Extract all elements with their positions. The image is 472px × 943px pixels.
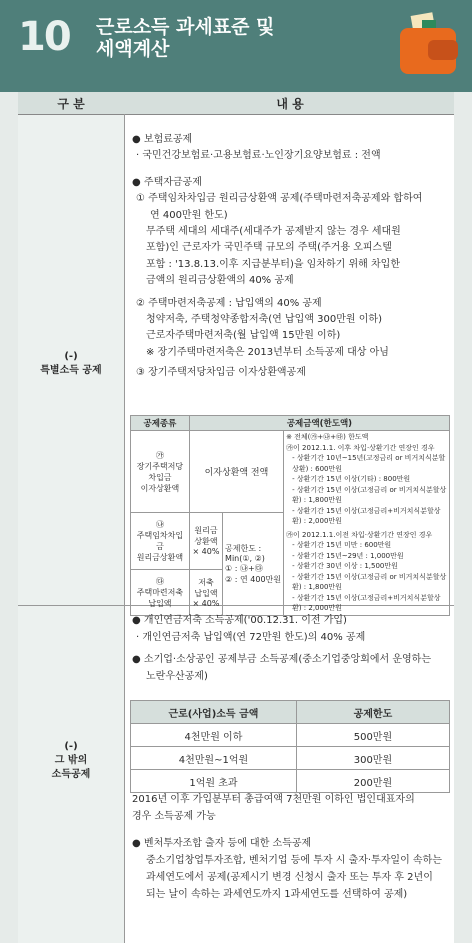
text-line: 되는 날이 속하는 과세연도까지 1과세연도를 선택하여 공제) — [146, 889, 408, 900]
text-line: · 국민건강보험료·고용보험료·노인장기요양보험료 : 전액 — [136, 150, 381, 162]
col-income: 근로(사업)소득 금액 — [131, 701, 297, 724]
header-content: 내 용 — [276, 97, 304, 111]
note-line: ㉮이 2012.1.1. 이후 차입·상환기간 연장인 경우 — [286, 443, 435, 452]
text-line: ① 주택임차차입금 원리금상환액 공제(주택마련저축공제와 합하여 — [136, 193, 423, 205]
chapter-header — [0, 0, 472, 92]
text-line: ② 주택마련저축공제 : 납입액의 40% 공제 — [136, 297, 322, 309]
note-line: - 상환기간 15년 이상(고정금리+비거치식분할상환) : 2,000만원 — [292, 506, 441, 525]
text-line: ※ 장기주택마련저축은 2013년부터 소득공제 대상 아님 — [146, 346, 389, 358]
text-line: 노란우산공제) — [146, 670, 208, 682]
text-line: 포함 : '13.8.13.이후 지급분부터)을 임차하기 위해 차입한 — [146, 258, 400, 270]
note-line: - 상환기간 15년 미만 : 600만원 — [292, 541, 392, 549]
note-line: ※ 전체(㉮+㉯+㉰) 한도액 — [286, 433, 369, 441]
text-line: 금액의 원리금상환액의 40% 공제 — [146, 275, 294, 287]
amount-na: 원리금 상환액 × 40% — [189, 513, 222, 570]
text-line: ● 주택자금공제 — [132, 176, 202, 188]
small-business-deduction-table — [130, 700, 450, 793]
table-row: 4천만원 이하 — [131, 724, 297, 747]
chapter-title — [96, 16, 274, 60]
text-line: 포함)인 근로자가 국민주택 규모의 주택(주거용 오피스텔 — [146, 242, 392, 254]
type-na: ㉯ 주택임차차입금 원리금상환액 — [131, 513, 190, 570]
note-line: - 상환기간 30년 이상 : 1,500만원 — [292, 562, 398, 570]
text-line: ③ 장기주택저당차입금 이자상환액공제 — [136, 367, 306, 379]
wallet-icon — [400, 14, 456, 74]
chapter-number: 10 — [18, 14, 70, 60]
combined-limit: 공제한도 : Min(①, ②) ① : ㉯+㉰ ② : 연 400만원 — [223, 513, 284, 616]
note-line: ㉮이 2012.1.1.이전 차입·상환기간 연장인 경우 — [286, 530, 433, 539]
text-line: 청약저축, 주택청약종합저축(연 납입액 300만원 이하) — [146, 314, 382, 325]
note-line: - 상환기간 15년 이상(기타) : 800만원 — [292, 475, 411, 483]
amount-ga: 이자상환액 전액 — [189, 431, 283, 513]
note-line: - 상환기간 15년 이상(고정금리+비거치식분할상환) : 2,000만원 — [292, 593, 441, 612]
col-limit: 공제한도 — [296, 701, 449, 724]
text-line: 경우 소득공제 가능 — [132, 811, 216, 822]
table-row: 1억원 초과 — [131, 770, 297, 793]
limit-notes — [284, 431, 450, 616]
type-ga: ㉮ 장기주택저당 차입금 이자상환액 — [131, 431, 190, 513]
text-line: 근로자주택마련저축(월 납입액 15만원 이하) — [146, 330, 341, 342]
section1-label: (-) 특별소득 공제 — [40, 351, 102, 376]
table-header — [18, 92, 454, 115]
text-line: ● 벤처투자조합 출자 등에 대한 소득공제 — [132, 838, 312, 849]
note-line: - 상환기간 15년 이상(고정금리 or 비거치식분할상환) : 1,800만원 — [292, 572, 447, 591]
chapter-title-line2: 세액계산 — [96, 38, 170, 60]
col-type: 공제종류 — [131, 416, 190, 431]
text-line: ● 소기업·소상공인 공제부금 소득공제(중소기업중앙회에서 운영하는 — [132, 654, 432, 665]
text-line: ● 보험료공제 — [132, 134, 193, 145]
text-line: 2016년 이후 가입분부터 총급여액 7천만원 이하인 법인대표자의 — [132, 794, 415, 805]
note-line: - 상환기간 15년~29년 : 1,000만원 — [292, 551, 404, 560]
table-row: 4천만원~1억원 — [131, 747, 297, 770]
table-row: 300만원 — [296, 747, 449, 770]
column-divider — [124, 114, 125, 943]
table-row: 500만원 — [296, 724, 449, 747]
text-line: 연 400만원 한도) — [150, 209, 228, 221]
type-da: ㉰ 주택마련저축 납입액 — [131, 569, 190, 615]
section2-label: (-) 그 밖의 소득공제 — [51, 741, 91, 780]
text-line: 과세연도에서 공제(공제시기 변경 신청시 출자 또는 투자 후 2년이 — [146, 872, 433, 883]
text-line: 무주택 세대의 세대주(세대주가 공제받지 않는 경우 세대원 — [146, 226, 401, 237]
chapter-title-line1: 근로소득 과세표준 및 — [96, 16, 275, 38]
note-line: - 상환기간 15년 이상(고정금리 or 비거치식분할상환) : 1,800만원 — [292, 485, 447, 504]
text-line: 중소기업창업투자조합, 벤처기업 등에 투자 시 출자·투자일이 속하는 — [146, 855, 442, 866]
amount-da: 저축 납입액 × 40% — [189, 569, 222, 615]
mortgage-deduction-table — [130, 415, 450, 616]
col-amount: 공제금액(한도액) — [189, 416, 449, 431]
header-category: 구 분 — [57, 97, 85, 111]
text-line: · 개인연금저축 납입액(연 72만원 한도)의 40% 공제 — [136, 631, 366, 643]
text-line: ● 개인연금저축 소득공제('00.12.31. 이전 가입) — [132, 615, 347, 626]
note-line: - 상환기간 10년~15년(고정금리 or 비거치식분할상환) : 600만원 — [292, 454, 446, 473]
table-row: 200만원 — [296, 770, 449, 793]
